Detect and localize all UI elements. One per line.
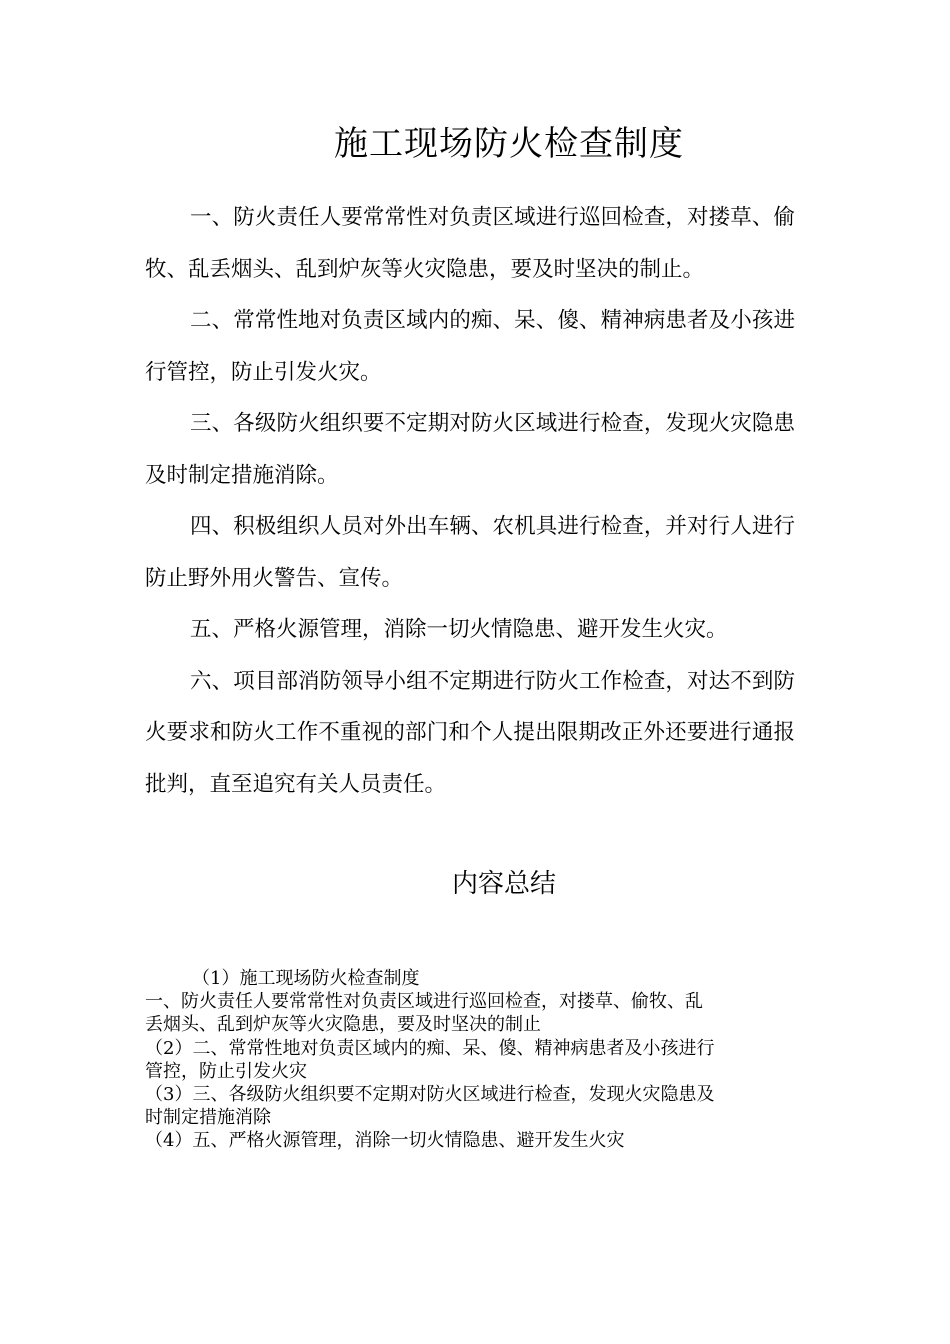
paragraph-2: 二、常常性地对负责区域内的痴、呆、傻、精神病患者及小孩进行管控，防止引发火灾。 bbox=[145, 308, 795, 385]
summary-section bbox=[145, 967, 801, 1153]
paragraph-3: 三、各级防火组织要不定期对防火区域进行检查，发现火灾隐患及时制定措施消除。 bbox=[145, 411, 795, 488]
paragraph-4: 四、积极组织人员对外出车辆、农机具进行检查，并对行人进行防止野外用火警告、宣传。 bbox=[145, 514, 795, 591]
summary-line: （1）施工现场防火检查制度 bbox=[192, 968, 420, 989]
summary-line: 时制定措施消除 bbox=[145, 1107, 271, 1129]
summary-line: 管控，防止引发火灾 bbox=[145, 1060, 307, 1082]
document-title: 施工现场防火检查制度 bbox=[334, 124, 684, 164]
summary-line: （3）三、各级防火组织要不定期对防火区域进行检查，发现火灾隐患及 bbox=[145, 1084, 715, 1106]
paragraph-5: 五、严格火源管理，消除一切火情隐患、避开发生火灾。 bbox=[190, 617, 728, 642]
summary-line: 一、防火责任人要常常性对负责区域进行巡回检查，对搂草、偷牧、乱 bbox=[145, 991, 703, 1013]
summary-line: （4）五、严格火源管理，消除一切火情隐患、避开发生火灾 bbox=[145, 1130, 625, 1152]
paragraph-6: 六、项目部消防领导小组不定期进行防火工作检查，对达不到防火要求和防火工作不重视的部门和个人提出限期改正外还要进行通报批判，直至追究有关人员责任。 bbox=[145, 668, 795, 797]
summary-line: （2）二、常常性地对负责区域内的痴、呆、傻、精神病患者及小孩进行 bbox=[145, 1037, 715, 1059]
document-body bbox=[145, 192, 795, 810]
summary-line: 丢烟头、乱到炉灰等火灾隐患，要及时坚决的制止 bbox=[145, 1014, 541, 1036]
paragraph-1: 一、防火责任人要常常性对负责区域进行巡回检查，对搂草、偷牧、乱丢烟头、乱到炉灰等火灾隐患，要及时坚决的制止。 bbox=[145, 205, 795, 282]
summary-title: 内容总结 bbox=[451, 869, 556, 899]
